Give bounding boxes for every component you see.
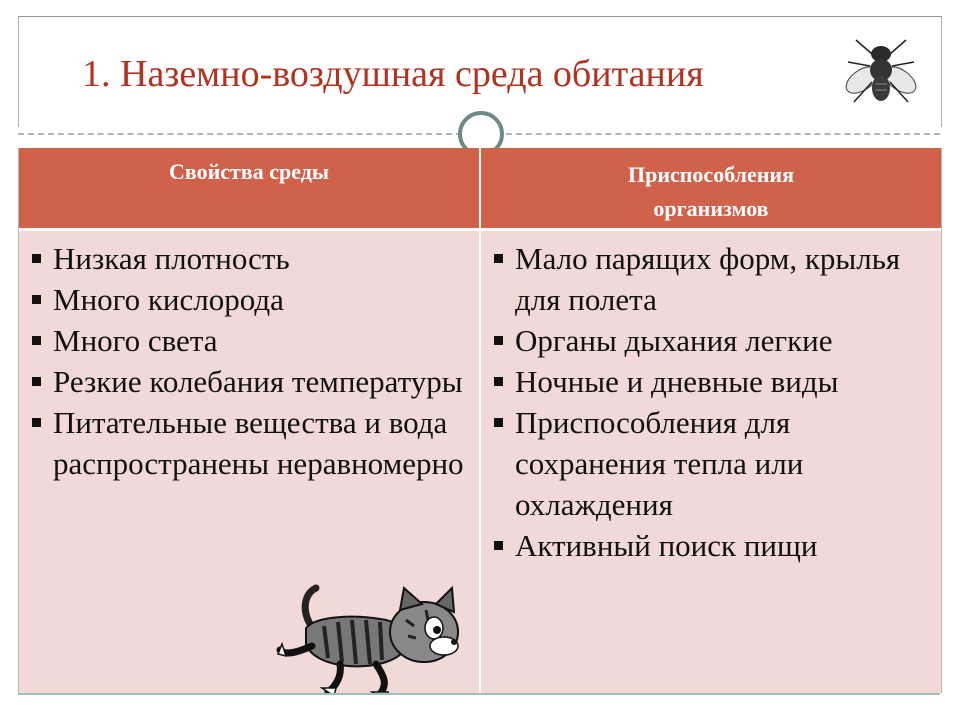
column-divider xyxy=(479,148,481,693)
list-item-text: Много кислорода xyxy=(53,282,284,317)
list-item-text: Много света xyxy=(53,323,218,358)
list-item-text: Резкие колебания температуры xyxy=(53,364,463,399)
list-item xyxy=(491,525,936,566)
bullet-icon xyxy=(32,254,41,263)
list-item-text: Ночные и дневные виды xyxy=(515,364,839,399)
bullet-icon xyxy=(32,418,41,427)
header-right-line1: Приспособления xyxy=(627,162,795,187)
bullet-icon xyxy=(494,254,503,263)
cat-icon xyxy=(276,580,466,705)
list-item-text: Активный поиск пищи xyxy=(515,528,818,563)
list-item xyxy=(491,238,936,320)
list-item xyxy=(491,361,936,402)
list-item-text: Мало парящих форм, крылья для полета xyxy=(515,241,901,317)
bullet-icon xyxy=(494,541,503,550)
slide-title: 1. Наземно-воздушная среда обитания xyxy=(82,53,704,95)
bullet-icon xyxy=(32,336,41,345)
organism-adaptations-list xyxy=(491,238,936,566)
list-item xyxy=(491,402,936,525)
list-item-text: Органы дыхания легкие xyxy=(515,323,833,358)
list-item-text: Низкая плотность xyxy=(53,241,290,276)
bullet-icon xyxy=(494,377,503,386)
bullet-icon xyxy=(494,336,503,345)
bullet-icon xyxy=(32,377,41,386)
list-item xyxy=(29,402,474,484)
header-right-line2: организмов xyxy=(653,196,769,221)
header-environment-properties xyxy=(19,148,479,228)
list-item xyxy=(29,238,474,279)
fly-icon xyxy=(842,32,920,110)
list-item xyxy=(29,279,474,320)
header-left-text: Свойства среды xyxy=(168,159,330,184)
bullet-icon xyxy=(32,295,41,304)
list-item xyxy=(29,320,474,361)
environment-properties-list xyxy=(29,238,474,484)
list-item xyxy=(29,361,474,402)
list-item-text: Приспособления для сохранения тепла или охлаждения xyxy=(515,405,804,522)
list-item xyxy=(491,320,936,361)
header-organism-adaptations xyxy=(481,148,941,228)
list-item-text: Питательные вещества и вода распространены неравномерно xyxy=(53,405,464,481)
bottom-bar xyxy=(18,693,940,702)
comparison-table xyxy=(18,148,942,693)
bullet-icon xyxy=(494,418,503,427)
